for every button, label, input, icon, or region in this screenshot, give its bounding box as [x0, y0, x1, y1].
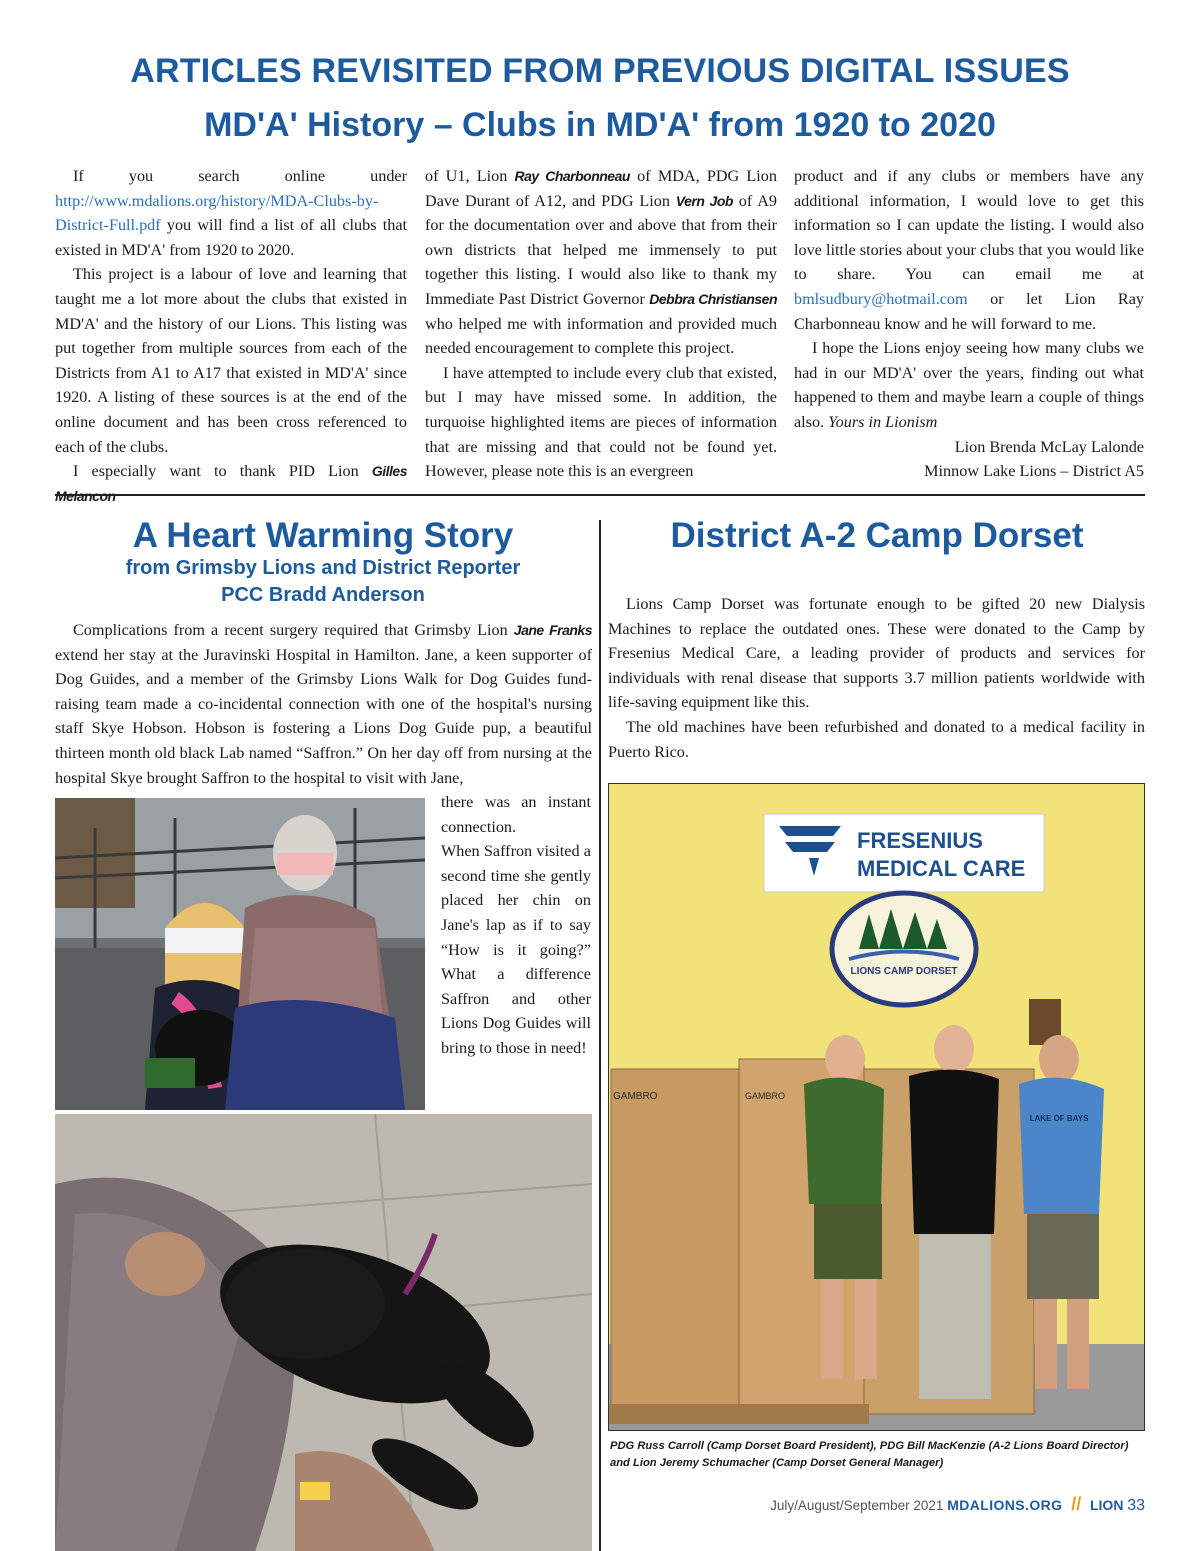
history-paragraph: This project is a labour of love and learning that taught me a lot more about the clubs that existed in MD'A' and the history of our Lions. This listing was put together from multiple sources from each of the Districts from A1 to A17 that existed in MD'A' since 1920. A listing of these sources is at the end of the online document and has been cross referenced to each of the clubs. [55, 265, 407, 456]
camp-story-body [608, 592, 1145, 764]
heart-story-body [55, 618, 592, 790]
history-paragraph [55, 459, 407, 508]
story-paragraph: The old machines have been refurbished and donated to a medical facility in Puerto Rico. [608, 717, 1145, 761]
photo-women-with-dog [55, 798, 425, 1110]
footer-separator: // [1071, 1494, 1082, 1514]
text: of MDA, PDG Lion Dave Durant of A12, and PDG Lion [425, 167, 777, 210]
site-link[interactable]: MDALIONS.ORG [947, 1497, 1063, 1513]
story-paragraph: there was an instant connection. [441, 793, 591, 836]
author-club: Minnow Lake Lions – District A5 [924, 462, 1144, 481]
history-paragraph: I have attempted to include every club that existed, but I may have missed some. In addition, the turquoise highlighted items are pieces of information that are missing and that could not be found yet. However, please note this is an evergreen [425, 363, 777, 481]
text: of U1, Lion [425, 167, 515, 185]
history-column-2 [425, 164, 777, 484]
heart-story-byline: PCC Bradd Anderson [221, 584, 425, 606]
photo-dialysis-donation [608, 783, 1145, 1431]
person-name: Vern Job [675, 192, 733, 209]
article-title: MD'A' History – Clubs in MD'A' from 1920 to 2020 [204, 106, 996, 144]
text: of A9 for the documentation over and above that from their own districts that helped me immensely to put together this listing. I would also like to thank my Immediate Past District Governor [425, 191, 777, 308]
page-title: ARTICLES REVISITED FROM PREVIOUS DIGITAL ISSUES [130, 52, 1070, 90]
history-link[interactable]: http://www.mdalions.org/history/MDA-Clubs-by-District-Full.pdf [55, 191, 379, 235]
story-paragraph [55, 618, 592, 790]
text: who helped me with information and provided much needed encouragement to complete this project. [425, 314, 777, 358]
history-paragraph [425, 164, 777, 361]
camp-badge-text: LIONS CAMP DORSET [850, 966, 958, 977]
heart-story-subtitle: from Grimsby Lions and District Reporter [125, 557, 521, 579]
story-paragraph: Lions Camp Dorset was fortunate enough to be gifted 20 new Dialysis Machines to replace the outdated ones. These were donated to the Camp by Fresenius Medical Care, a leading provider of products and services for individuals with renal disease that supports 3.7 million patients worldwide with life-saving equipment like this. [608, 595, 1145, 712]
story-paragraph: When Saffron visited a second time she gently placed her chin on Jane's lap as if to say “How is it going?” What a difference Saffron and other Lions Dog Guides will bring to those in need! [441, 842, 591, 1057]
shirt-text: LAKE OF BAYS [1029, 1114, 1089, 1123]
box-label: GAMBRO [613, 1091, 658, 1102]
magazine-name: LION [1089, 1497, 1124, 1513]
sign-line-2: MEDICAL CARE [857, 856, 1026, 881]
history-paragraph [55, 164, 407, 262]
heart-story-title: A Heart Warming Story [132, 516, 514, 555]
history-paragraph [794, 336, 1144, 434]
history-column-3 [794, 164, 1144, 484]
box-label-2: GAMBRO [745, 1091, 786, 1101]
text: extend her stay at the Juravinski Hospital in Hamilton. Jane, a keen supporter of Dog Guides, and a member of the Grimsby Lions Walk for Dog Guides fund-raising team made a co-incidental connection with one of the hospital's nursing staff Skye Hobson. Hobson is fostering a Lions Dog Guide pup, a beautiful thirteen month old black Lab named “Saffron.” On her day off from nursing at the hospital Skye brought Saffron to the hospital to visit with Jane, [55, 645, 592, 787]
closing: Yours in Lionism [828, 412, 938, 431]
section-divider [55, 494, 1145, 496]
photo-black-lab [55, 1114, 592, 1551]
column-divider [599, 520, 601, 1551]
photo-caption: PDG Russ Carroll (Camp Dorset Board President), PDG Bill MacKenzie (A-2 Lions Board Director) and Lion Jeremy Schumacher (Camp Dorset General Manager) [610, 1440, 1129, 1469]
sign-line-1: FRESENIUS [857, 828, 983, 853]
author-name: Lion Brenda McLay Lalonde [954, 437, 1144, 456]
text: or let Lion Ray Charbonneau know and he will forward to me. [794, 289, 1144, 333]
person-name: Debbra Christiansen [649, 290, 777, 307]
text: Complications from a recent surgery required that Grimsby Lion [73, 621, 514, 639]
text: product and if any clubs or members have any additional information, I would love to get this information so I can update the listing. I would also love little stories about your clubs that you would like to share. You can email me at [794, 167, 1144, 284]
page-number: 33 [1127, 1497, 1145, 1514]
heart-story-body-cont [441, 790, 591, 1061]
camp-story-title: District A-2 Camp Dorset [670, 516, 1084, 555]
issue-date: July/August/September 2021 [770, 1498, 944, 1513]
text: If you search online under [73, 167, 407, 185]
page-footer [600, 1494, 1145, 1515]
person-name: Gilles [371, 463, 407, 480]
history-paragraph [794, 164, 1144, 336]
history-column-1 [55, 164, 407, 508]
person-name: Jane Franks [513, 622, 592, 638]
text: I especially want to thank PID Lion [73, 462, 372, 481]
email-link[interactable]: bmlsudbury@hotmail.com [794, 289, 968, 308]
text: I hope the Lions enjoy seeing how many clubs we had in our MD'A' over the years, finding out what happened to them and maybe learn a couple of things also. [794, 339, 1144, 431]
text: you will find a list of all clubs that existed in MD'A' from 1920 to 2020. [55, 216, 407, 259]
person-name: Ray Charbonneau [514, 168, 630, 184]
